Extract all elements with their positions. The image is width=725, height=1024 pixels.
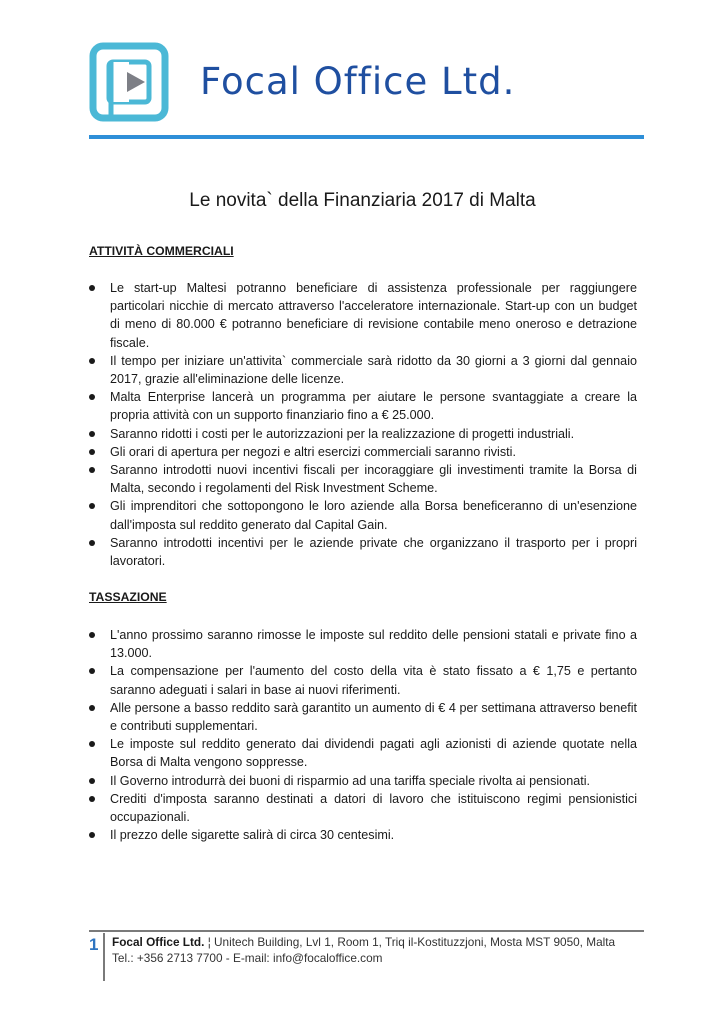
- bullet-icon: [89, 431, 95, 437]
- footer-address-line: [112, 934, 615, 950]
- bullet-icon: [89, 503, 95, 509]
- bullet-icon: [89, 358, 95, 364]
- bullet-icon: [89, 668, 95, 674]
- bullet-icon: [89, 394, 95, 400]
- section-heading-attivita: ATTIVITÀ COMMERCIALI: [89, 244, 234, 258]
- list-item: Le imposte sul reddito generato dai dividendi pagati agli azionisti di aziende quotate nella Borsa di Malta vengono soppresse.: [89, 735, 637, 771]
- footer-company: Focal Office Ltd.: [112, 935, 205, 949]
- bullet-list-tassazione: [89, 626, 637, 844]
- bullet-icon: [89, 796, 95, 802]
- list-item: Saranno introdotti incentivi per le aziende private che organizzano il trasporto per i propri lavoratori.: [89, 534, 637, 570]
- footer-info: [112, 934, 615, 966]
- list-item: Malta Enterprise lancerà un programma per aiutare le persone svantaggiate a creare la propria attività con un supporto finanziario fino a € 25.000.: [89, 388, 637, 424]
- document-title: Le novita` della Finanziaria 2017 di Malta: [189, 190, 536, 211]
- bullet-icon: [89, 285, 95, 291]
- bullet-icon: [89, 705, 95, 711]
- section-heading-tassazione: TASSAZIONE: [89, 590, 167, 604]
- bullet-icon: [89, 832, 95, 838]
- footer-separator: [103, 933, 105, 981]
- list-item: Il Governo introdurrà dei buoni di risparmio ad una tariffa speciale rivolta ai pensionati.: [89, 772, 637, 790]
- page-number: 1: [89, 935, 99, 954]
- header-divider: [89, 135, 644, 139]
- list-item: Il prezzo delle sigarette salirà di circa 30 centesimi.: [89, 826, 637, 844]
- list-item: Saranno ridotti i costi per le autorizzazioni per la realizzazione di progetti industriali.: [89, 425, 637, 443]
- bullet-list-attivita: [89, 279, 637, 570]
- footer-address: ¦ Unitech Building, Lvl 1, Room 1, Triq il-Kostituzzjoni, Mosta MST 9050, Malta: [204, 935, 616, 949]
- list-item: Il tempo per iniziare un'attivita` commerciale sarà ridotto da 30 giorni a 3 giorni dal gennaio 2017, grazie all'eliminazione delle licenze.: [89, 352, 637, 388]
- list-item: Gli orari di apertura per negozi e altri esercizi commerciali saranno rivisti.: [89, 443, 637, 461]
- list-item: Gli imprenditori che sottopongono le loro aziende alla Borsa beneficeranno di un'esenzione dall'imposta sul reddito generato dal Capital Gain.: [89, 497, 637, 533]
- list-item: Alle persone a basso reddito sarà garantito un aumento di € 4 per settimana attraverso benefit e contributi supplementari.: [89, 699, 637, 735]
- list-item: La compensazione per l'aumento del costo della vita è stato fissato a € 1,75 e pertanto saranno adeguati i salari in base ai nuovi riferimenti.: [89, 662, 637, 698]
- bullet-icon: [89, 467, 95, 473]
- list-item: Crediti d'imposta saranno destinati a datori di lavoro che istituiscono regimi pensionistici occupazionali.: [89, 790, 637, 826]
- list-item: L'anno prossimo saranno rimosse le imposte sul reddito delle pensioni statali e private fino a 13.000.: [89, 626, 637, 662]
- list-item: Le start-up Maltesi potranno beneficiare di assistenza professionale per raggiungere particolari nicchie di mercato attraverso l'acceleratore internazionale. Start-up con un budget di meno di 80.000 € potranno beneficiare di revisione contabile meno oneroso e detrazione fiscale.: [89, 279, 637, 352]
- footer-contact: Tel.: +356 2713 7700 - E-mail: info@focaloffice.com: [112, 951, 383, 965]
- footer-divider: [89, 930, 644, 932]
- list-item: Saranno introdotti nuovi incentivi fiscali per incoraggiare gli investimenti tramite la Borsa di Malta, secondo i regolamenti del Risk Investment Scheme.: [89, 461, 637, 497]
- bullet-icon: [89, 540, 95, 546]
- bullet-icon: [89, 632, 95, 638]
- focal-office-logo-icon: [89, 42, 169, 122]
- bullet-icon: [89, 449, 95, 455]
- bullet-icon: [89, 741, 95, 747]
- bullet-icon: [89, 778, 95, 784]
- brand-name: Focal Office Ltd.: [200, 60, 516, 103]
